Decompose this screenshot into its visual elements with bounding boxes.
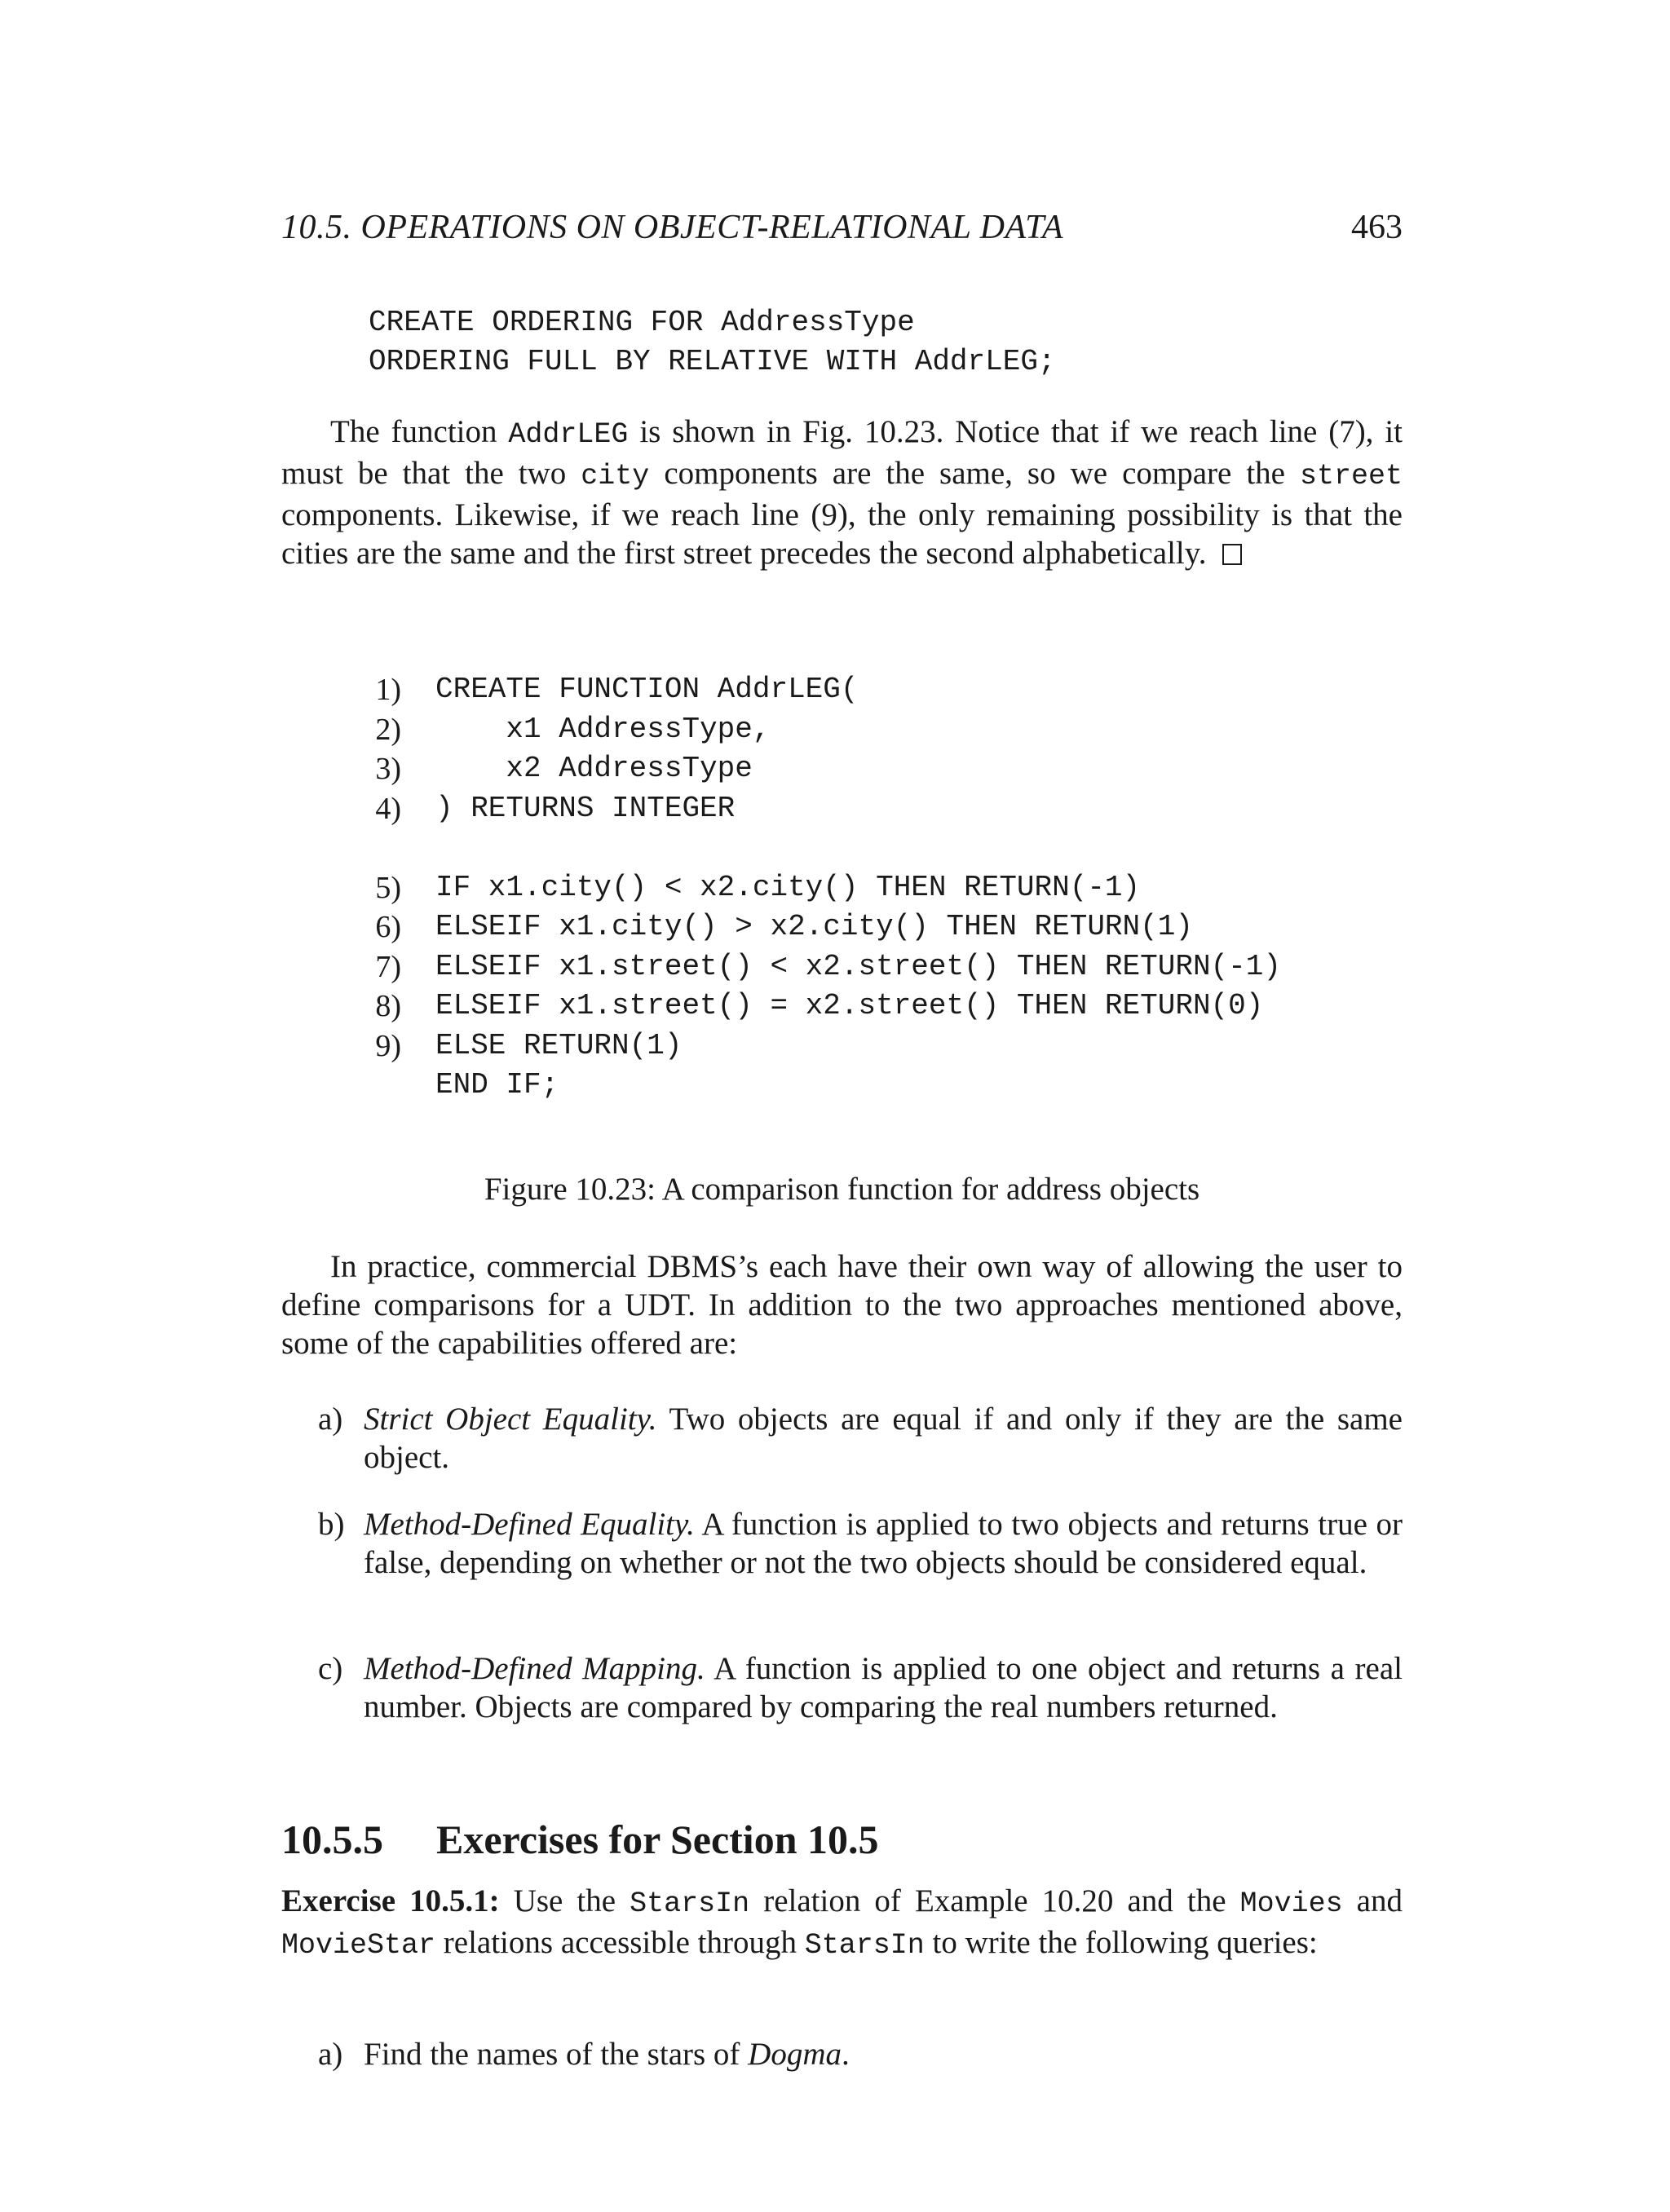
line-number: 3) [375, 752, 401, 786]
list-marker: a) [318, 1402, 343, 1437]
line-code: x1 AddressType, [435, 712, 771, 746]
text-run: Use the [499, 1883, 630, 1918]
text-run: components. Likewise, if we reach line (9), the only remaining possibility is that the cities are the same and the first street precedes the second alphabetically. [281, 497, 1403, 571]
capability-body [364, 1400, 1403, 1477]
line-code: ) RETURNS INTEGER [435, 791, 736, 825]
exercise-label: Exercise 10.5.1: [281, 1883, 500, 1918]
line-number: 8) [375, 989, 401, 1023]
capability-text: Two objects are equal if and only if they are the same object. [364, 1402, 1403, 1475]
inline-code: Movies [1239, 1887, 1343, 1920]
exercise-paragraph [281, 1882, 1403, 1965]
inline-code: city [581, 460, 650, 492]
inline-code: StarsIn [630, 1887, 750, 1920]
inline-code: StarsIn [804, 1929, 925, 1962]
text-run: components are the same, so we compare the [649, 456, 1300, 491]
exercise-item-end: . [842, 2037, 850, 2072]
movie-title: Dogma [748, 2037, 842, 2072]
code-line: ORDERING FULL BY RELATIVE WITH AddrLEG; [369, 345, 1056, 378]
exercise-item-text: Find the names of the stars of [364, 2037, 749, 2072]
line-code: CREATE FUNCTION AddrLEG( [435, 673, 859, 706]
line-number: 4) [375, 791, 401, 826]
line-code: ELSEIF x1.city() > x2.city() THEN RETURN(1) [435, 910, 1193, 943]
capability-item [318, 1400, 1403, 1477]
exercise-item [318, 2035, 1403, 2073]
figure-caption: Figure 10.23: A comparison function for address objects [484, 1172, 1200, 1207]
capability-term: Method-Defined Mapping. [364, 1651, 705, 1686]
line-code: ELSE RETURN(1) [435, 1028, 683, 1062]
text-run: relation of Example 10.20 and the [749, 1883, 1240, 1918]
line-number: 2) [375, 712, 401, 747]
section-number: 10.5.5 [281, 1817, 383, 1862]
line-code: x2 AddressType [435, 752, 753, 785]
line-number: 5) [375, 870, 401, 905]
code-line: CREATE ORDERING FOR AddressType [369, 306, 915, 339]
list-marker: c) [318, 1651, 343, 1686]
running-title: 10.5. OPERATIONS ON OBJECT-RELATIONAL DATA [281, 209, 1063, 246]
practice-paragraph: In practice, commercial DBMS’s each have their own way of allowing the user to define comparisons for a UDT. In addition to the two approaches mentioned above, some of the capabilities offered are: [281, 1249, 1403, 1361]
list-marker: b) [318, 1507, 345, 1542]
capability-term: Strict Object Equality. [364, 1402, 657, 1437]
capability-term: Method-Defined Equality. [364, 1507, 695, 1542]
line-code: IF x1.city() < x2.city() THEN RETURN(-1) [435, 870, 1141, 904]
capability-body [364, 1649, 1403, 1726]
text-run: and [1342, 1883, 1403, 1918]
capability-text: A function is applied to one object and returns a real number. Objects are compared by comparing the real numbers returned. [364, 1651, 1403, 1724]
line-number: 9) [375, 1028, 401, 1063]
exercise-item-body [364, 2035, 1403, 2073]
capability-text: A function is applied to two objects and returns true or false, depending on whether or not the two objects should be considered equal. [364, 1507, 1403, 1580]
line-number: 7) [375, 949, 401, 984]
line-code: END IF; [435, 1068, 559, 1102]
intro-paragraph [281, 413, 1403, 572]
capability-item [318, 1505, 1403, 1582]
inline-code: MovieStar [281, 1929, 436, 1962]
text-run: is shown in Fig. 10.23. Notice that if we reach line (7), it must be that the two [281, 414, 1403, 491]
list-marker: a) [318, 2037, 343, 2072]
capability-item [318, 1649, 1403, 1726]
inline-code: AddrLEG [508, 418, 629, 451]
text-run: The function [330, 414, 509, 449]
text-run: to write the following queries: [924, 1925, 1318, 1960]
text-run: relations accessible through [435, 1925, 805, 1960]
inline-code: street [1299, 460, 1403, 492]
line-code: ELSEIF x1.street() = x2.street() THEN RETURN(0) [435, 989, 1264, 1022]
line-number: 6) [375, 910, 401, 944]
end-of-example-icon [1222, 544, 1242, 565]
line-number: 1) [375, 673, 401, 707]
page-number: 463 [1351, 209, 1403, 246]
line-code: ELSEIF x1.street() < x2.street() THEN RETURN(-1) [435, 949, 1281, 983]
section-title: Exercises for Section 10.5 [436, 1817, 879, 1862]
section-heading [281, 1816, 1403, 1863]
capability-body [364, 1505, 1403, 1582]
ordering-code-block [369, 303, 1056, 382]
running-header [281, 208, 1403, 257]
